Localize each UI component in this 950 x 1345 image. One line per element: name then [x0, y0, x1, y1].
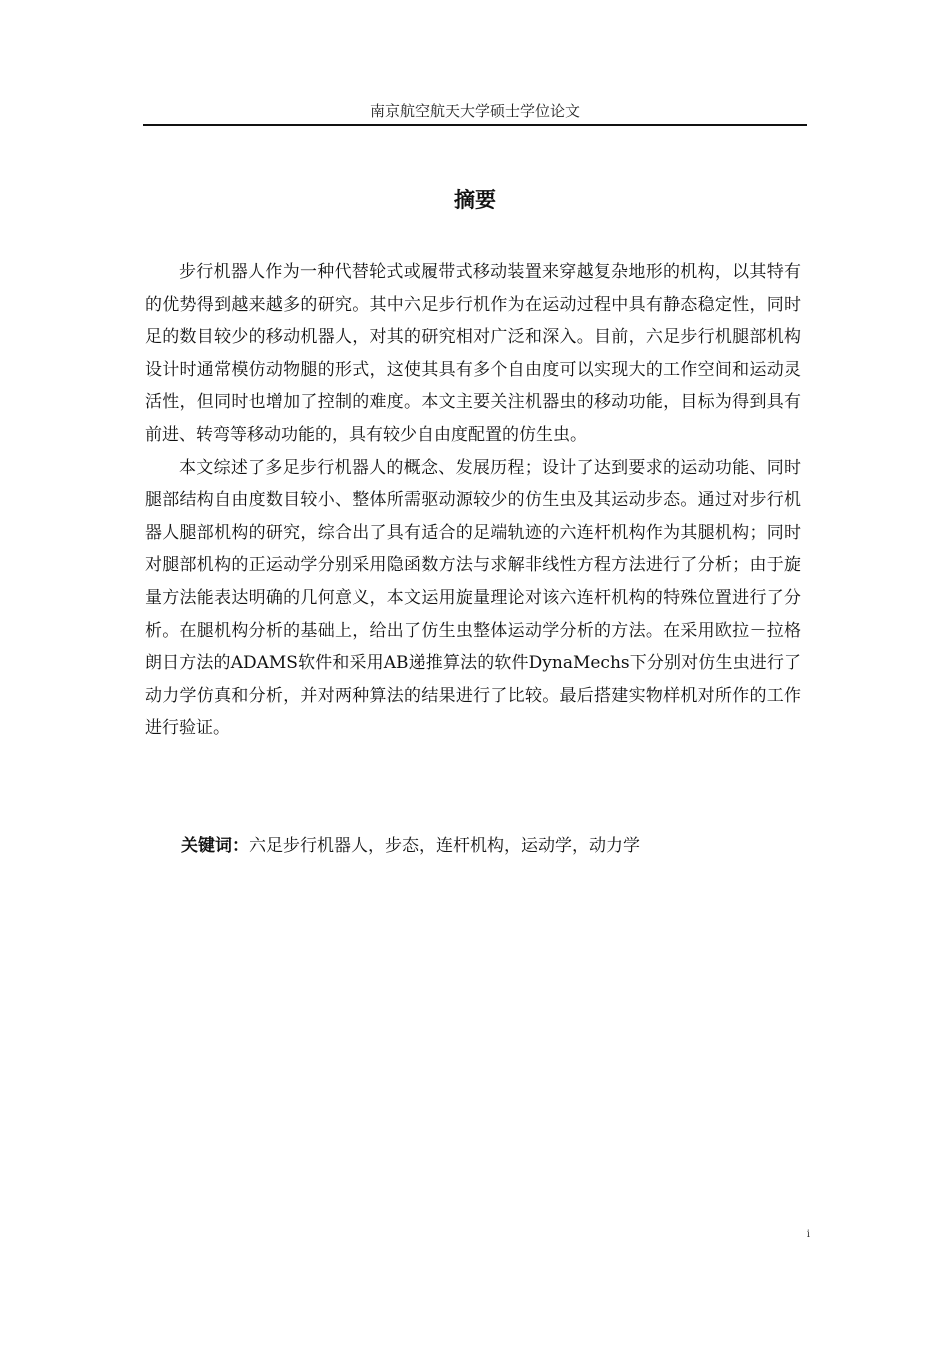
keywords-line — [181, 830, 801, 862]
header-rule — [143, 124, 807, 126]
page-number: i — [806, 1229, 810, 1240]
keywords-text: 六足步行机器人，步态，连杆机构，运动学，动力学 — [249, 836, 640, 856]
keywords-label: 关键词： — [181, 836, 249, 856]
abstract-body — [145, 256, 801, 745]
abstract-paragraph-2: 本文综述了多足步行机器人的概念、发展历程；设计了达到要求的运动功能、同时腿部结构自由度数目较小、整体所需驱动源较少的仿生虫及其运动步态。通过对步行机器人腿部机构的研究，综合出了具有适合的足端轨迹的六连杆机构作为其腿机构；同时对腿部机构的正运动学分别采用隐函数方法与求解非线性方程方法进行了分析；由于旋量方法能表达明确的几何意义，本文运用旋量理论对该六连杆机构的特殊位置进行了分析。在腿机构分析的基础上，给出了仿生虫整体运动学分析的方法。在采用欧拉－拉格朗日方法的ADAMS软件和采用AB递推算法的软件DynaMechs下分别对仿生虫进行了动力学仿真和分析，并对两种算法的结果进行了比较。最后搭建实物样机对所作的工作进行验证。 — [145, 457, 801, 739]
abstract-title: 摘要 — [454, 188, 496, 212]
abstract-paragraph-1: 步行机器人作为一种代替轮式或履带式移动装置来穿越复杂地形的机构，以其特有的优势得到越来越多的研究。其中六足步行机作为在运动过程中具有静态稳定性，同时足的数目较少的移动机器人，对其的研究相对广泛和深入。目前，六足步行机腿部机构设计时通常模仿动物腿的形式，这使其具有多个自由度可以实现大的工作空间和运动灵活性，但同时也增加了控制的难度。本文主要关注机器虫的移动功能，目标为得到具有前进、转弯等移动功能的，具有较少自由度配置的仿生虫。 — [145, 262, 801, 445]
running-header: 南京航空航天大学硕士学位论文 — [369, 102, 580, 120]
